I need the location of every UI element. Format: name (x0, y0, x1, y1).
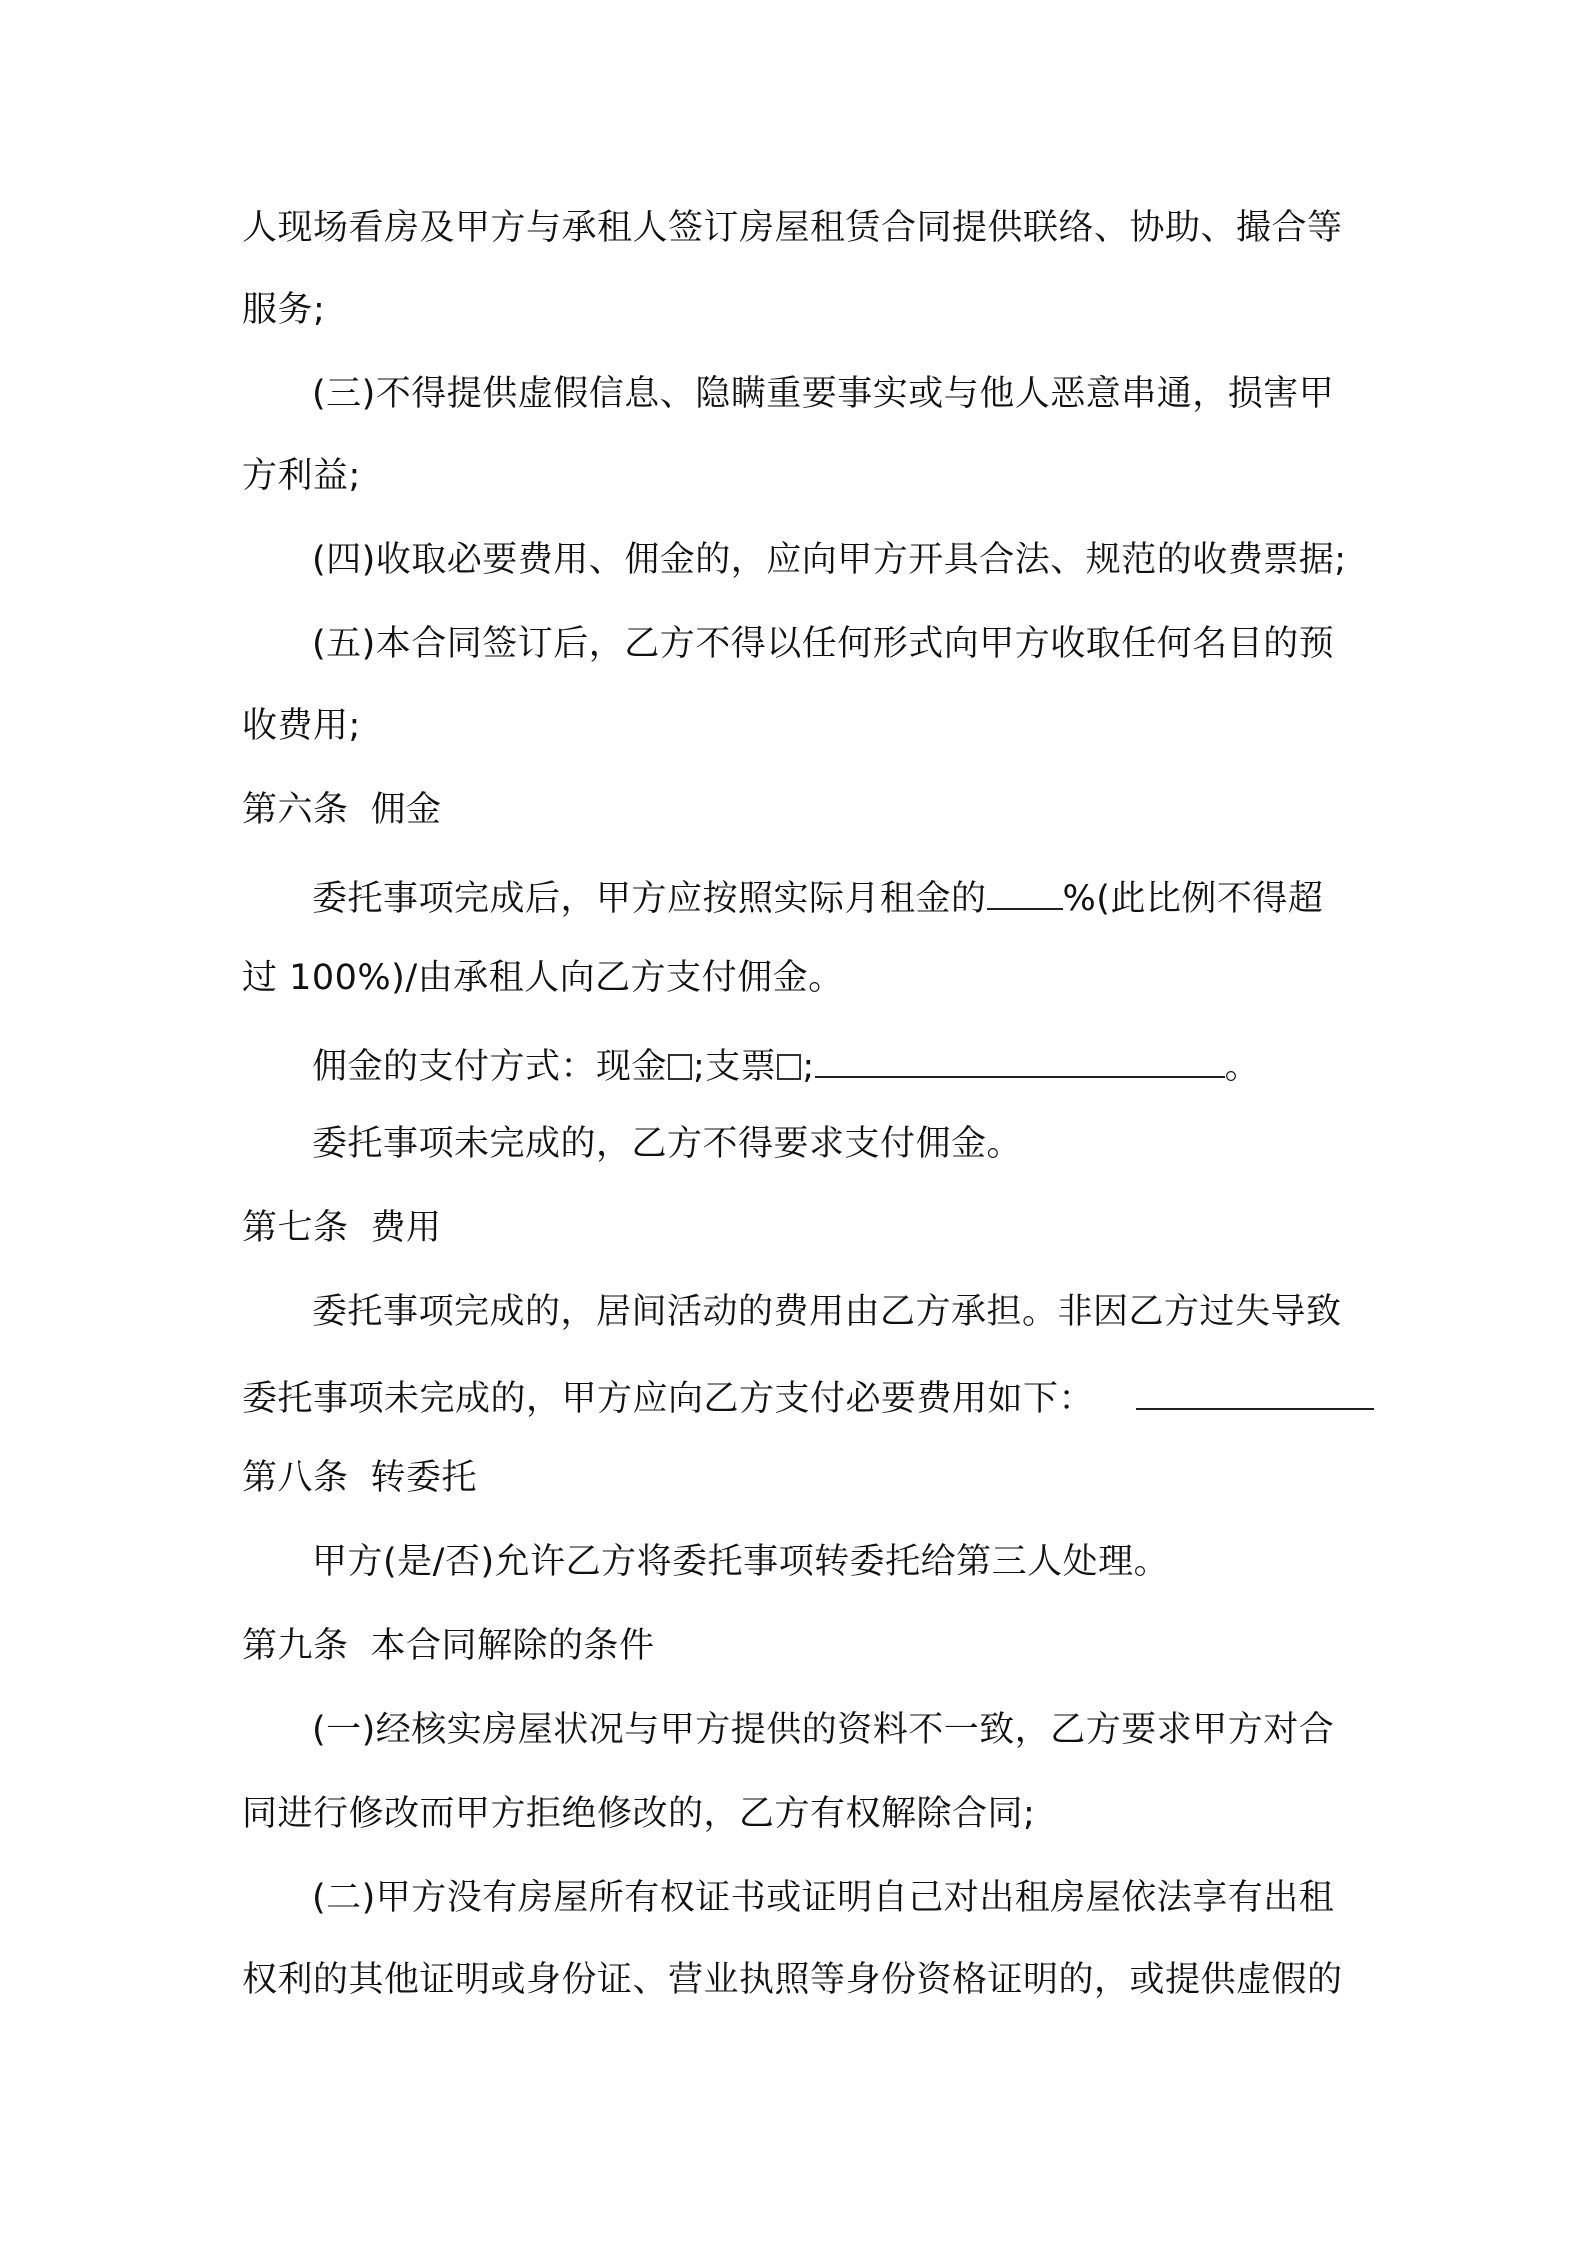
article-number: 第七条 (242, 1208, 349, 1248)
article-title: 佣金 (370, 790, 442, 830)
article-7-heading (242, 1204, 1352, 1252)
paragraph-line: 收费用; (242, 706, 361, 746)
separator-text: ; (802, 1047, 815, 1087)
article-title: 本合同解除的条件 (370, 1626, 655, 1666)
commission-rate-line (312, 870, 1422, 923)
expenses-blank[interactable] (1136, 1370, 1374, 1410)
paragraph-line: 人现场看房及甲方与承租人签订房屋租赁合同提供联络、协助、撮合等 (242, 208, 1343, 248)
paragraph-line: 服务; (242, 290, 326, 330)
article-8-heading (242, 1454, 1352, 1502)
paragraph-line: 方利益; (242, 456, 361, 496)
payment-method-line (312, 1038, 1422, 1091)
cash-checkbox[interactable] (668, 1054, 692, 1080)
payment-method-label: 佣金的支付方式：现金 (312, 1047, 668, 1087)
article-title: 费用 (370, 1208, 442, 1248)
article-title: 转委托 (370, 1458, 478, 1498)
clause-3-line: (三)不得提供虚假信息、隐瞒重要事实或与他人恶意串通，损害甲 (312, 374, 1335, 414)
commission-rate-blank[interactable] (987, 870, 1063, 910)
clause-5-line: (五)本合同签订后，乙方不得以任何形式向甲方收取任何名目的预 (312, 624, 1335, 664)
period-text: 。 (1224, 1047, 1261, 1087)
paragraph-line: 委托事项完成的，居间活动的费用由乙方承担。非因乙方过失导致 (312, 1292, 1342, 1332)
expenses-line (242, 1370, 1352, 1423)
commission-rate-text-end: %(此比例不得超 (1062, 879, 1324, 919)
paragraph-line: 过 100%)/由承租人向乙方支付佣金。 (242, 958, 844, 998)
clause-2-line: (二)甲方没有房屋所有权证书或证明自己对出租房屋依法享有出租 (312, 1878, 1335, 1918)
other-method-blank[interactable] (815, 1038, 1225, 1078)
article-9-heading (242, 1622, 1352, 1670)
paragraph-line: 委托事项未完成的，乙方不得要求支付佣金。 (312, 1124, 1023, 1164)
article-number: 第六条 (242, 790, 349, 830)
article-number: 第八条 (242, 1458, 349, 1498)
expenses-text: 委托事项未完成的，甲方应向乙方支付必要费用如下： (242, 1379, 1095, 1419)
cheque-label: ;支票 (693, 1047, 777, 1087)
commission-rate-text: 委托事项完成后，甲方应按照实际月租金的 (312, 879, 987, 919)
article-6-heading (242, 786, 1352, 834)
cheque-checkbox[interactable] (777, 1054, 801, 1080)
clause-4-line: (四)收取必要费用、佣金的，应向甲方开具合法、规范的收费票据; (312, 540, 1347, 580)
paragraph-line: 权利的其他证明或身份证、营业执照等身份资格证明的，或提供虚假的 (242, 1960, 1343, 2000)
paragraph-line: 同进行修改而甲方拒绝修改的，乙方有权解除合同; (242, 1794, 1036, 1834)
paragraph-line: 甲方(是/否)允许乙方将委托事项转委托给第三人处理。 (312, 1542, 1170, 1582)
clause-1-line: (一)经核实房屋状况与甲方提供的资料不一致，乙方要求甲方对合 (312, 1710, 1335, 1750)
article-number: 第九条 (242, 1626, 349, 1666)
